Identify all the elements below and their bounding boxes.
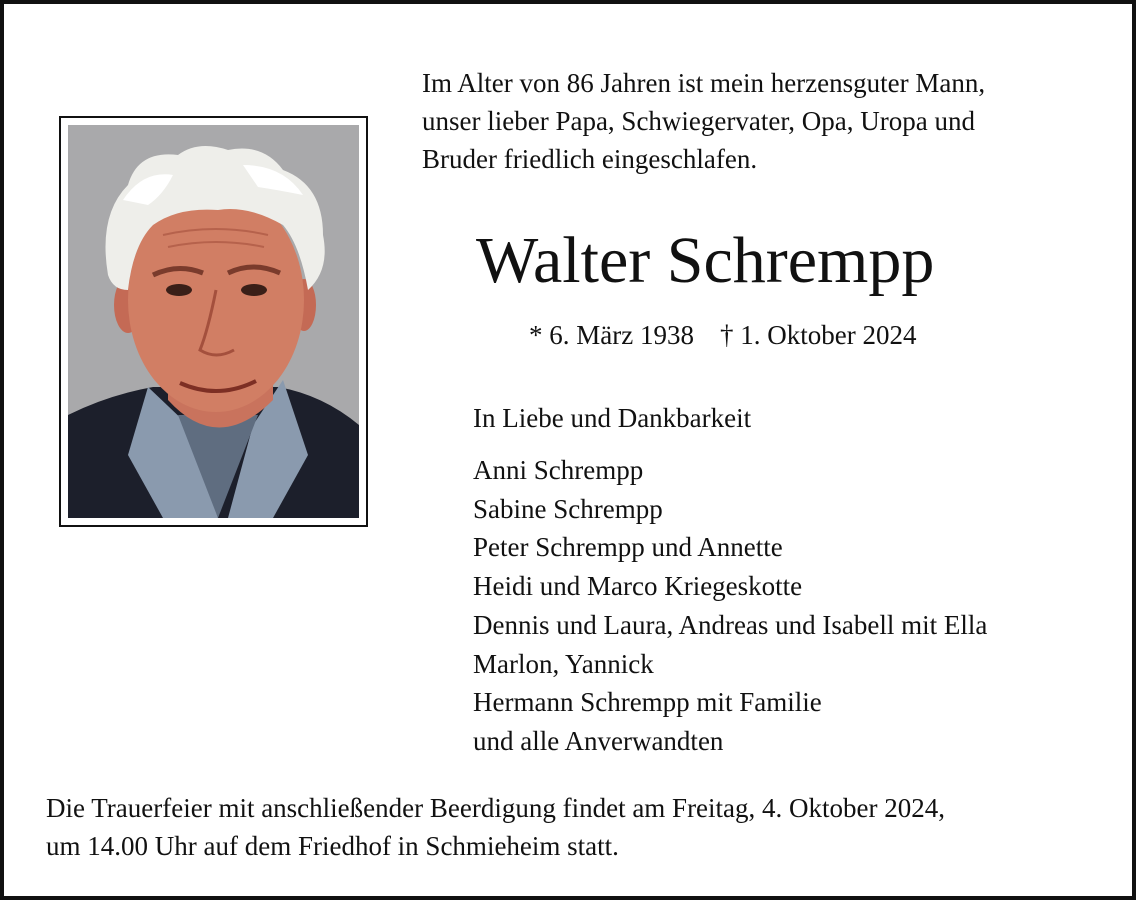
thanks-line: In Liebe und Dankbarkeit xyxy=(473,403,752,433)
funeral-line: um 14.00 Uhr auf dem Friedhof in Schmieheim statt. xyxy=(46,831,619,861)
funeral-info xyxy=(46,789,1126,865)
family-member: Marlon, Yannick xyxy=(473,648,654,679)
portrait-photo xyxy=(68,125,359,518)
family-member: Sabine Schrempp xyxy=(473,493,663,524)
birth-date: * 6. März 1938 xyxy=(529,320,694,350)
death-date: † 1. Oktober 2024 xyxy=(719,320,917,350)
family-member: Hermann Schrempp mit Familie xyxy=(473,687,822,718)
family-member: Heidi und Marco Kriegeskotte xyxy=(473,571,803,602)
family-member: Anni Schrempp xyxy=(473,455,644,485)
intro-text xyxy=(422,64,1112,178)
family-list xyxy=(473,451,987,761)
life-dates xyxy=(529,316,916,354)
family-member: und alle Anverwandten xyxy=(473,725,724,756)
portrait-frame xyxy=(59,116,368,527)
intro-line: Im Alter von 86 Jahren ist mein herzensguter Mann, xyxy=(422,68,986,98)
intro-line: unser lieber Papa, Schwiegervater, Opa, Uropa und xyxy=(422,106,975,136)
deceased-name: Walter Schrempp xyxy=(476,224,935,297)
funeral-line: Die Trauerfeier mit anschließender Beerdigung findet am Freitag, 4. Oktober 2024, xyxy=(46,793,946,823)
portrait-illustration xyxy=(68,125,359,518)
family-member: Dennis und Laura, Andreas und Isabell mit Ella xyxy=(473,609,988,640)
family-member: Peter Schrempp und Annette xyxy=(473,532,783,563)
intro-line: Bruder friedlich eingeschlafen. xyxy=(422,144,758,174)
